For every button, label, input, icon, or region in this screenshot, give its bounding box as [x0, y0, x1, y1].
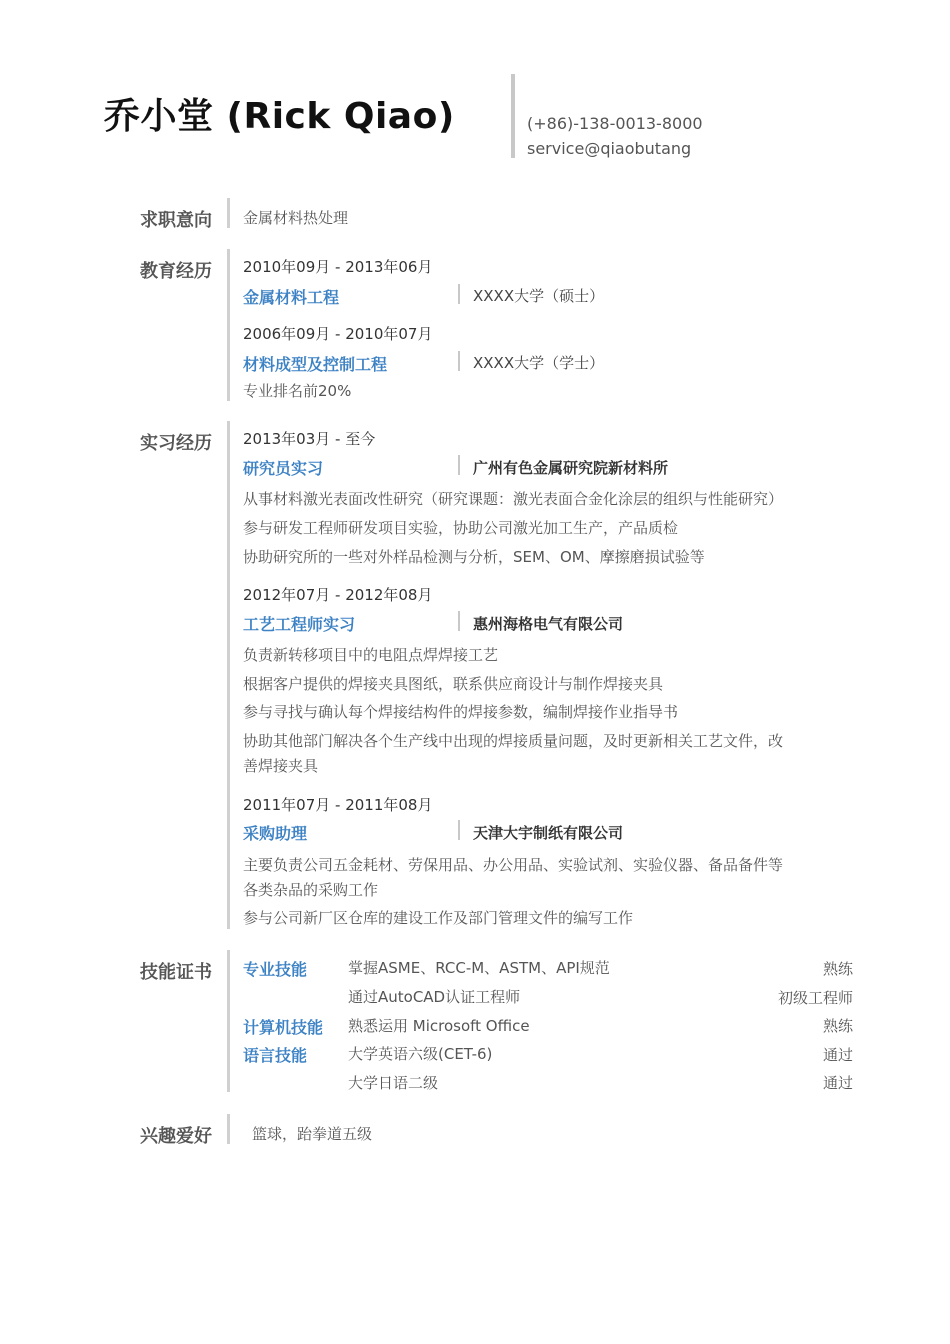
candidate-name: 乔小堂 (Rick Qiao): [104, 96, 455, 137]
job-description-line: 参与研发工程师研发项目实验，协助公司激光加工生产，产品质检: [243, 519, 679, 537]
column-divider: [458, 284, 460, 304]
skill-level: 熟练: [822, 960, 853, 978]
skill-level: 初级工程师: [777, 989, 853, 1007]
skill-category: 专业技能: [243, 960, 308, 979]
education-date: 2010年09月 - 2013年06月: [243, 258, 433, 276]
job-description-line: 善焊接夹具: [243, 757, 319, 775]
section-bar: [227, 249, 230, 401]
job-description-line: 各类杂品的采购工作: [243, 881, 379, 899]
section-bar: [227, 198, 230, 228]
skill-item: 大学英语六级(CET-6): [348, 1045, 493, 1063]
hobbies-value: 篮球，跆拳道五级: [252, 1125, 373, 1143]
section-title-internship: 实习经历: [140, 433, 212, 454]
job-description-line: 根据客户提供的焊接夹具图纸，联系供应商设计与制作焊接夹具: [243, 675, 664, 693]
email-address: service@qiaobutang: [527, 139, 692, 158]
job-date: 2012年07月 - 2012年08月: [243, 586, 433, 604]
section-title-skills: 技能证书: [140, 962, 212, 983]
skill-item: 掌握ASME、RCC-M、ASTM、API规范: [348, 959, 610, 977]
section-title-education: 教育经历: [140, 261, 212, 282]
section-bar: [227, 1114, 230, 1144]
column-divider: [458, 455, 460, 475]
job-description-line: 主要负责公司五金耗材、劳保用品、办公用品、实验试剂、实验仪器、备品备件等: [243, 856, 784, 874]
objective-value: 金属材料热处理: [243, 209, 349, 227]
job-description-line: 负责新转移项目中的电阻点焊焊接工艺: [243, 646, 499, 664]
skill-item: 通过AutoCAD认证工程师: [348, 988, 521, 1006]
job-organization: 天津大宇制纸有限公司: [473, 824, 624, 842]
section-title-objective: 求职意向: [140, 210, 212, 231]
job-role: 研究员实习: [243, 459, 324, 478]
section-bar: [227, 950, 230, 1092]
education-school: XXXX大学（硕士）: [473, 287, 605, 305]
job-description-line: 参与公司新厂区仓库的建设工作及部门管理文件的编写工作: [243, 909, 634, 927]
skill-item: 大学日语二级: [348, 1074, 439, 1092]
job-organization: 广州有色金属研究院新材料所: [473, 459, 669, 477]
header-divider: [511, 74, 515, 158]
education-date: 2006年09月 - 2010年07月: [243, 325, 433, 343]
skill-level: 熟练: [822, 1017, 853, 1035]
skill-category: 计算机技能: [243, 1018, 324, 1037]
skill-item: 熟悉运用 Microsoft Office: [348, 1017, 530, 1035]
job-date: 2013年03月 - 至今: [243, 430, 376, 448]
job-role: 工艺工程师实习: [243, 615, 356, 634]
phone-number: (+86)-138-0013-8000: [527, 114, 703, 133]
column-divider: [458, 820, 460, 840]
job-description-line: 协助其他部门解决各个生产线中出现的焊接质量问题，及时更新相关工艺文件，改: [243, 732, 784, 750]
section-bar: [227, 421, 230, 929]
section-title-hobbies: 兴趣爱好: [140, 1126, 212, 1147]
education-school: XXXX大学（学士）: [473, 354, 605, 372]
skill-level: 通过: [822, 1074, 853, 1092]
column-divider: [458, 611, 460, 631]
job-description-line: 从事材料激光表面改性研究（研究课题：激光表面合金化涂层的组织与性能研究）: [243, 490, 784, 508]
column-divider: [458, 351, 460, 371]
job-date: 2011年07月 - 2011年08月: [243, 796, 433, 814]
job-description-line: 协助研究所的一些对外样品检测与分析，SEM、OM、摩擦磨损试验等: [243, 548, 705, 566]
job-organization: 惠州海格电气有限公司: [473, 615, 624, 633]
job-description-line: 参与寻找与确认每个焊接结构件的焊接参数，编制焊接作业指导书: [243, 703, 679, 721]
skill-category: 语言技能: [243, 1046, 308, 1065]
education-major: 金属材料工程: [243, 288, 340, 307]
skill-level: 通过: [822, 1046, 853, 1064]
education-major: 材料成型及控制工程: [243, 355, 388, 374]
job-role: 采购助理: [243, 824, 308, 843]
education-note: 专业排名前20%: [243, 382, 352, 400]
